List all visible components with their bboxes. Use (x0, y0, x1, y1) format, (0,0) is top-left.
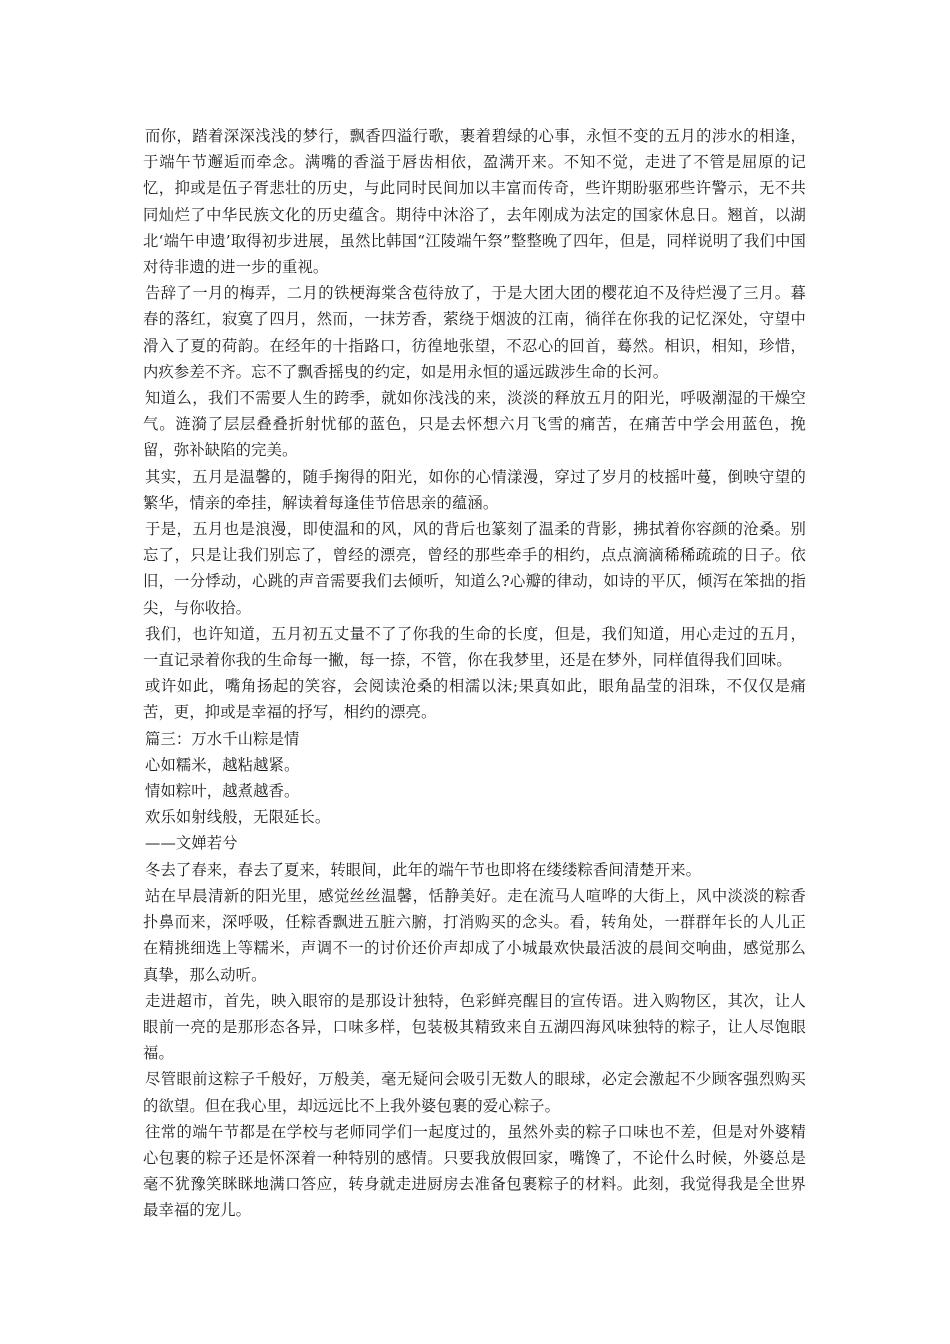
paragraph: 冬去了春来，春去了夏来，转眼间，此年的端午节也即将在缕缕粽香间清楚开来。 (145, 860, 702, 879)
paragraph: 于是，五月也是浪漫，即使温和的风，风的背后也篆刻了温柔的背影，拂拭着你容颜的沧桑。别忘了，只是让我们别忘了，曾经的漂亮，曾经的那些牵手的相约，点点滴滴稀稀疏疏的日子。依旧，一分悸动，心跳的声音需要我们去倾听，知道么?心瓣的律动，如诗的平仄，倾泻在笨拙的指尖，与你收拾。 (143, 520, 806, 617)
author-signature: ——文婵若兮 (145, 834, 238, 853)
paragraph: 走进超市，首先，映入眼帘的是那设计独特，色彩鲜亮醒目的宣传语。进入购物区，其次，让人眼前一亮的是那形态各异，口味多样，包装极其精致来自五湖四海风味独特的粽子，让人尽饱眼福。 (143, 991, 806, 1063)
paragraph: 而你，踏着深深浅浅的梦行，飘香四溢行歌，裹着碧绿的心事，永恒不变的五月的涉水的相逢，于端午节邂逅而牵念。满嘴的香溢于唇齿相依，盈满开来。不知不觉，走进了不管是屈原的记忆，抑或是伍子胥悲壮的历史，与此同时民间加以丰富而传奇，些许期盼驱邪些许警示，无不共同灿烂了中华民族文化的历史蕴含。期待中沐浴了，去年刚成为法定的国家休息日。翘首，以湖北‘端午申遗’取得初步进展，虽然比韩国“江陵端午祭”整整晚了四年，但是，同样说明了我们中国对待非遗的进一步的重视。 (143, 127, 806, 277)
poem-line: 欢乐如射线般，无限延长。 (145, 808, 331, 827)
poem-line: 心如糯米，越粘越紧。 (145, 755, 300, 774)
paragraph: 我们，也许知道，五月初五丈量不了了你我的生命的长度，但是，我们知道，用心走过的五月，一直记录着你我的生命每一撇，每一捺，不管，你在我梦里，还是在梦外，同样值得我们回味。 (143, 624, 806, 670)
paragraph: 其实，五月是温馨的，随手掬得的阳光，如你的心情漾漫，穿过了岁月的枝摇叶蔓，倒映守望的繁华，情亲的牵挂，解读着每逢佳节倍思亲的蕴涵。 (143, 467, 806, 512)
paragraph: 往常的端午节都是在学校与老师同学们一起度过的，虽然外卖的粽子口味也不差，但是对外婆精心包裹的粽子还是怀深着一种特别的感情。只要我放假回家，嘴馋了，不论什么时候，外婆总是毫不犹豫笑眯眯地满口答应，转身就走进厨房去准备包裹粽子的材料。此刻，我觉得我是全世界最幸福的宠儿。 (143, 1122, 806, 1220)
document-body (143, 123, 806, 1224)
paragraph: 或许如此，嘴角扬起的笑容，会阅读沧桑的相濡以沫;果真如此，眼角晶莹的泪珠，不仅仅是痛苦，更，抑或是幸福的抒写，相约的漂亮。 (143, 677, 806, 722)
paragraph: 知道么，我们不需要人生的跨季，就如你浅浅的来，淡淡的释放五月的阳光，呼吸潮湿的干燥空气。涟漪了层层叠叠折射忧郁的蓝色，只是去怀想六月飞雪的痛苦，在痛苦中学会用蓝色，挽留，弥补缺陷的完美。 (143, 389, 806, 460)
poem-line: 情如粽叶，越煮越香。 (145, 782, 300, 801)
paragraph: 告辞了一月的梅弄，二月的铁梗海棠含苞待放了，于是大团大团的樱花迫不及待烂漫了三月。暮春的落红，寂寞了四月，然而，一抹芳香，萦绕于烟波的江南，徜徉在你我的记忆深处，守望中滑入了夏的荷韵。在经年的十指路口，彷徨地张望，不忍心的回首，蓦然。相识，相知，珍惜，内疚参差不齐。忘不了飘香摇曳的约定，如是用永恒的遥远跋涉生命的长河。 (143, 284, 806, 381)
paragraph: 站在早晨清新的阳光里，感觉丝丝温馨，恬静美好。走在流马人喧哗的大街上，风中淡淡的粽香扑鼻而来，深呼吸，任粽香飘进五脏六腑，打消购买的念头。看，转角处，一群群年长的人儿正在精挑细选上等糯米，声调不一的讨价还价声却成了小城最欢快最活波的晨间交响曲，感觉那么真挚，那么动听。 (143, 886, 806, 984)
section-heading: 篇三：万水千山粽是情 (145, 729, 300, 748)
paragraph: 尽管眼前这粽子千般好，万般美，毫无疑问会吸引无数人的眼球，必定会激起不少顾客强烈购买的欲望。但在我心里，却远远比不上我外婆包裹的爱心粽子。 (143, 1070, 806, 1115)
